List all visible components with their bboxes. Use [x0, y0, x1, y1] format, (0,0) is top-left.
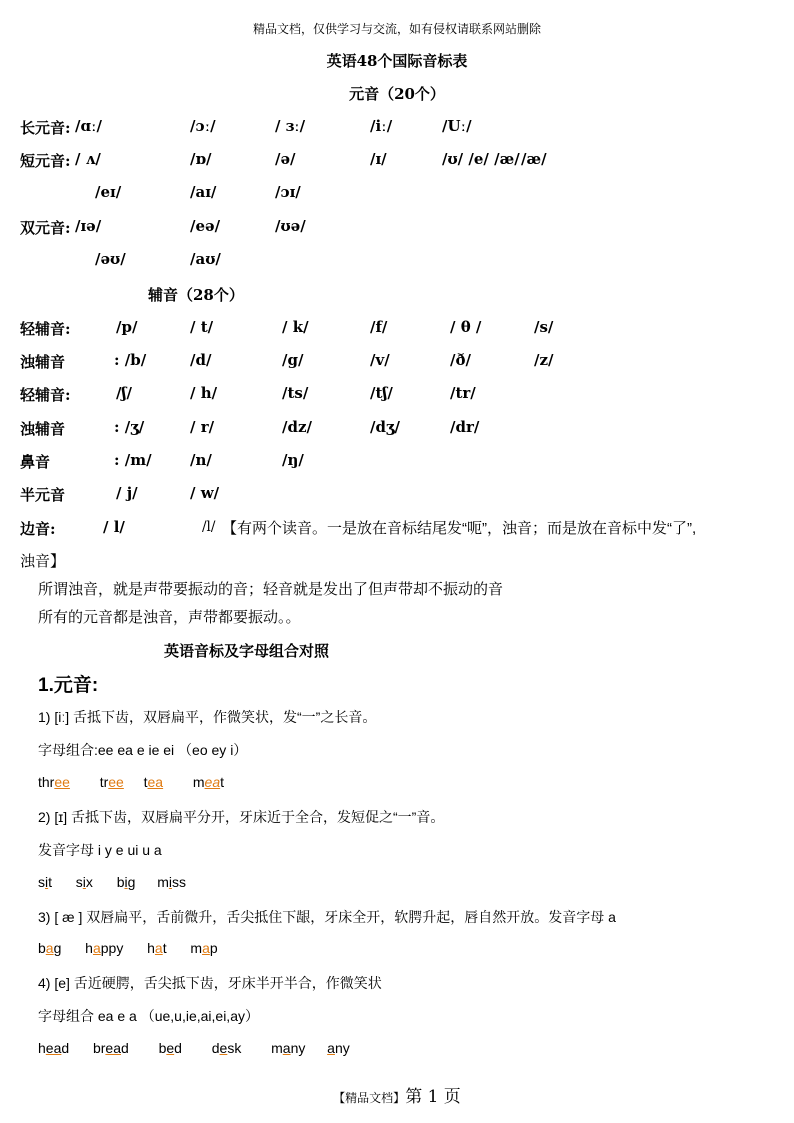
- item-description: 1) [iː] 舌抵下齿，双唇扁平，作微笑状，发“一”之长音。: [38, 709, 377, 725]
- page-title: 英语48个国际音标表: [326, 52, 468, 70]
- note-line: 所谓浊音，就是声带要振动的音；轻音就是发出了但声带却不振动的音: [38, 581, 504, 598]
- phonetic-symbol: /ɪ/: [370, 150, 387, 168]
- example-words: [38, 940, 218, 956]
- phonetic-symbol: / h/: [190, 384, 218, 402]
- phonetic-symbol: / w/: [190, 484, 220, 502]
- side-sound-note: 【有两个读音。一是放在音标结尾发“呃”，浊音；而是放在音标中发“了”,: [222, 520, 697, 537]
- phonetic-symbol: /eə/: [190, 217, 221, 235]
- phonetic-symbol: /d/: [190, 351, 212, 369]
- row-label: 半元音: [20, 486, 66, 504]
- example-word: happy: [85, 940, 124, 956]
- phonetic-symbol: /ts/: [282, 384, 309, 402]
- example-words: [38, 774, 224, 790]
- phonetic-symbol: /ɑː/: [75, 117, 102, 135]
- row-label: 轻辅音:: [20, 386, 71, 404]
- phonetic-symbol: / ɜː/: [275, 117, 306, 135]
- phonetic-symbol: : /m/: [114, 451, 152, 469]
- letter-combination: 发音字母 i y e ui u a: [38, 842, 162, 858]
- header-note: 精品文档，仅供学习与交流，如有侵权请联系网站删除: [252, 22, 541, 36]
- phonetic-symbol: / r/: [190, 418, 215, 436]
- phonetic-symbol: /əʊ/: [95, 250, 126, 268]
- example-word: big: [116, 874, 136, 890]
- example-word: three: [38, 774, 70, 790]
- row-label: 边音:: [20, 520, 56, 538]
- letter-combination: 字母组合 ea e a （ue,u,ie,ai,ei,ay）: [38, 1008, 259, 1024]
- row-label: 浊辅音: [20, 353, 66, 371]
- example-word: desk: [211, 1040, 242, 1056]
- example-word: six: [75, 874, 93, 890]
- phonetic-symbol: /v/: [370, 351, 390, 369]
- example-word: bag: [38, 940, 62, 956]
- phonetic-symbol: /dʒ/: [370, 418, 400, 436]
- phonetic-symbol: /tr/: [450, 384, 476, 402]
- example-word: head: [38, 1040, 70, 1056]
- row-label: 轻辅音:: [20, 320, 71, 338]
- footer-tag: 【精品文档】: [333, 1091, 406, 1105]
- example-word: meat: [192, 774, 225, 790]
- phonetic-symbol: /eɪ/: [95, 183, 122, 201]
- phonetic-symbol: /Uː/: [442, 117, 472, 135]
- phonetic-symbol-small: /l/: [202, 519, 216, 535]
- phonetic-symbol: /ə/: [275, 150, 296, 168]
- section-title: 英语音标及字母组合对照: [164, 642, 330, 660]
- row-label: 长元音:: [20, 119, 71, 137]
- phonetic-symbol: /s/: [534, 318, 554, 336]
- phonetic-symbol: /ŋ/: [282, 451, 304, 469]
- item-description: 3) [ æ ] 双唇扁平，舌前微升，舌尖抵住下龈，牙床全开，软腭升起，唇自然开放。发音字母 a: [38, 909, 616, 925]
- phonetic-symbol: : /ʒ/: [114, 418, 145, 436]
- phonetic-symbol: /aʊ/: [190, 250, 221, 268]
- phonetic-symbol: /æ/: [521, 150, 547, 168]
- phonetic-symbol: /ʃ/: [116, 384, 132, 402]
- phonetic-symbol: /z/: [534, 351, 554, 369]
- phonetic-symbol: / t/: [190, 318, 214, 336]
- consonant-heading: 辅音（28个）: [148, 286, 244, 304]
- phonetic-symbol: /ɔɪ/: [275, 183, 301, 201]
- page-footer: [0, 1082, 794, 1107]
- phonetic-symbol: /dr/: [450, 418, 480, 436]
- row-label: 双元音:: [20, 219, 71, 237]
- vowel-heading: 元音（20个）: [349, 85, 445, 103]
- example-word: map: [190, 940, 218, 956]
- item-description: 2) [ɪ] 舌抵下齿，双唇扁平分开，牙床近于全合，发短促之“一”音。: [38, 809, 445, 825]
- letter-combination: 字母组合:ee ea e ie ei （eo ey i）: [38, 742, 248, 758]
- row-label: 浊辅音: [20, 420, 66, 438]
- phonetic-symbol: / l/: [103, 518, 125, 536]
- page-number: 第 1 页: [405, 1087, 461, 1107]
- phonetic-symbol: /iː/: [370, 117, 393, 135]
- phonetic-symbol: /g/: [282, 351, 304, 369]
- phonetic-symbol: /aɪ/: [190, 183, 217, 201]
- phonetic-symbol: /ʊə/: [275, 217, 306, 235]
- example-word: bed: [158, 1040, 182, 1056]
- phonetic-symbol: / θ /: [450, 318, 482, 336]
- example-word: any: [327, 1040, 350, 1056]
- phonetic-symbol: /ʊ/ /e/ /æ/: [442, 150, 520, 168]
- phonetic-symbol: / j/: [116, 484, 138, 502]
- example-word: hat: [147, 940, 167, 956]
- row-label: 鼻音: [20, 453, 51, 471]
- phonetic-symbol: : /b/: [114, 351, 147, 369]
- example-word: tree: [99, 774, 124, 790]
- vowels-title: 1.元音:: [38, 675, 99, 696]
- phonetic-symbol: /n/: [190, 451, 212, 469]
- example-word: sit: [38, 874, 53, 890]
- phonetic-symbol: /p/: [116, 318, 138, 336]
- example-word: many: [271, 1040, 306, 1056]
- side-sound-note-cont: 浊音】: [20, 553, 66, 570]
- row-label: 短元音:: [20, 152, 71, 170]
- phonetic-symbol: / k/: [282, 318, 309, 336]
- example-word: bread: [92, 1040, 129, 1056]
- phonetic-symbol: /ð/: [450, 351, 471, 369]
- item-description: 4) [e] 舌近硬腭，舌尖抵下齿，牙床半开半合，作微笑状: [38, 975, 382, 991]
- phonetic-symbol: /f/: [370, 318, 388, 336]
- example-words: [38, 1040, 350, 1056]
- note-line: 所有的元音都是浊音，声带都要振动。。: [38, 609, 301, 626]
- phonetic-symbol: /ɔː/: [190, 117, 216, 135]
- phonetic-symbol: / ʌ/: [75, 150, 101, 168]
- phonetic-symbol: /ɪə/: [75, 217, 102, 235]
- phonetic-symbol: /dz/: [282, 418, 312, 436]
- example-words: [38, 874, 186, 890]
- phonetic-symbol: /tʃ/: [370, 384, 393, 402]
- example-word: tea: [143, 774, 164, 790]
- phonetic-symbol: /ɒ/: [190, 150, 212, 168]
- example-word: miss: [157, 874, 186, 890]
